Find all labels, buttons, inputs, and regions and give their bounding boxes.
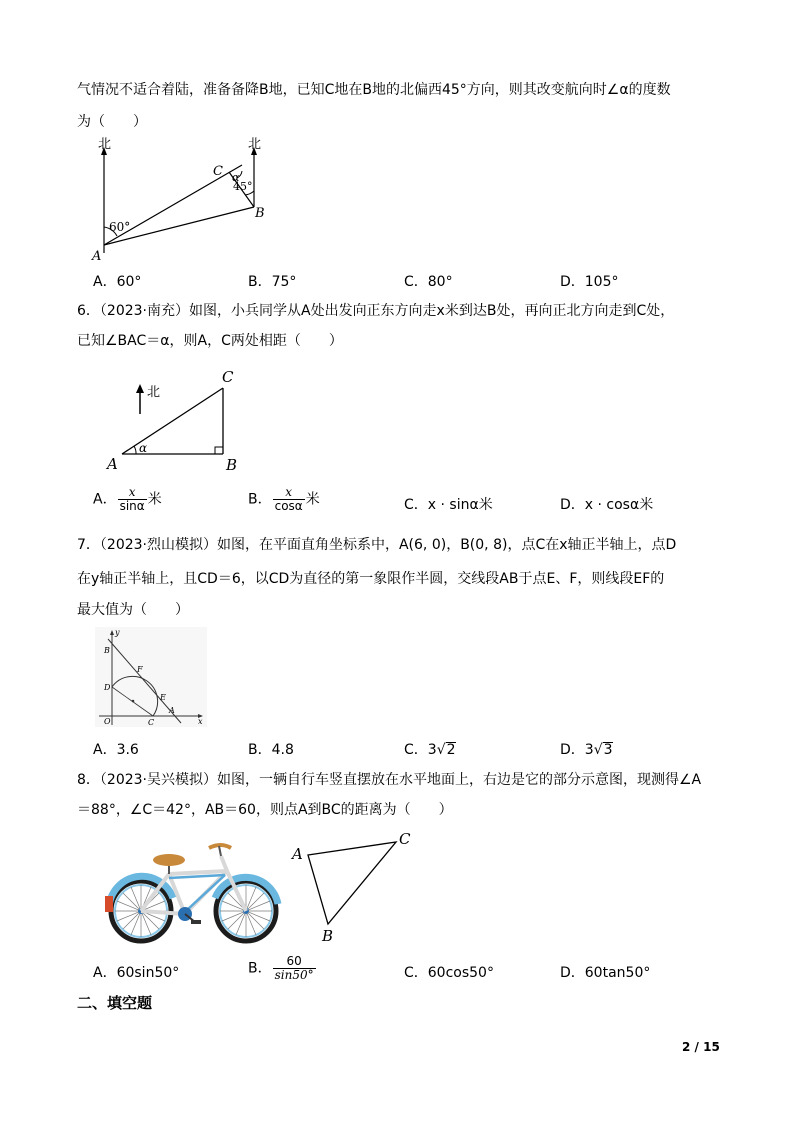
q5-option-b: B．75° bbox=[248, 274, 297, 290]
q6-figure bbox=[100, 362, 250, 477]
q8-option-b-label: B． bbox=[248, 960, 272, 977]
q6-label-c: C bbox=[222, 368, 234, 386]
q6-north-arrow bbox=[136, 384, 144, 393]
q6-option-b-fraction bbox=[273, 486, 305, 513]
q5-stem-line1: 气情况不适合着陆，准备备降B地，已知C地在B地的北偏西45°方向，则其改变航向时∠α的度数 bbox=[77, 82, 671, 98]
q6-option-a-unit: 米 bbox=[147, 491, 162, 508]
q8-rear-light bbox=[105, 896, 113, 912]
q8-option-b-num: 60 bbox=[286, 954, 302, 968]
q7-label-x: x bbox=[198, 717, 203, 726]
q6-option-a-fraction bbox=[118, 486, 147, 513]
q8-seat bbox=[153, 854, 185, 866]
q8-option-c: C．60cos50° bbox=[404, 965, 494, 981]
q5-label-c: C bbox=[213, 164, 223, 179]
q8-option-b bbox=[248, 955, 317, 982]
q7-label-y: y bbox=[115, 628, 120, 637]
q8-label-b: B bbox=[322, 927, 334, 945]
q7-label-a: A bbox=[169, 706, 175, 715]
q7-label-b: B bbox=[104, 646, 110, 655]
q7-option-d-label: D．3 bbox=[560, 742, 594, 758]
q5-label-a: A bbox=[92, 249, 102, 264]
q5-label-b: B bbox=[255, 206, 265, 221]
q6-option-b bbox=[248, 486, 320, 513]
q8-triangle-figure bbox=[288, 828, 418, 946]
q6-option-b-unit: 米 bbox=[305, 491, 320, 508]
q7-label-f: F bbox=[137, 665, 143, 674]
q5-north-label-b: 北 bbox=[248, 137, 262, 152]
q7-option-c-label: C．3 bbox=[404, 742, 437, 758]
q7-option-b: B．4.8 bbox=[248, 742, 294, 758]
q8-option-d: D．60tan50° bbox=[560, 965, 651, 981]
q5-option-c: C．80° bbox=[404, 274, 453, 290]
q7-stem-line3: 最大值为（ ） bbox=[77, 602, 189, 618]
q7-option-c bbox=[404, 739, 456, 759]
q8-stem bbox=[219, 846, 221, 856]
q5-label-45: 45° bbox=[233, 180, 253, 193]
q6-option-b-den: cosα bbox=[274, 499, 303, 513]
q7-label-d: D bbox=[104, 683, 111, 692]
section-heading-fill-in: 二、填空题 bbox=[77, 994, 153, 1012]
q6-option-b-label: B． bbox=[248, 491, 272, 508]
q8-option-b-fraction bbox=[273, 955, 316, 982]
q8-pedal bbox=[191, 920, 201, 924]
q6-line-ac bbox=[122, 388, 223, 454]
q6-option-a-den: sinα bbox=[119, 499, 145, 513]
q7-option-c-radical-sign: √ bbox=[436, 742, 446, 758]
q8-triangle-abc bbox=[308, 842, 396, 924]
q5-north-label-a: 北 bbox=[98, 137, 112, 152]
q6-option-c: C．x · sinα米 bbox=[404, 497, 493, 513]
q6-label-alpha: α bbox=[139, 441, 148, 455]
q7-option-c-radicand: 2 bbox=[446, 742, 456, 758]
page-number: 2 / 15 bbox=[682, 1040, 720, 1054]
q6-stem-line1: 6．（2023·南充）如图，小兵同学从A处出发向正东方向走x米到达B处，再向正北方向走到C处， bbox=[77, 303, 675, 319]
q6-right-angle bbox=[215, 447, 223, 454]
q6-option-a-label: A． bbox=[93, 491, 117, 508]
q7-option-d bbox=[560, 739, 613, 759]
q8-label-c: C bbox=[399, 830, 411, 848]
q8-stem-line1: 8．（2023·吴兴模拟）如图，一辆自行车竖直摆放在水平地面上，右边是它的部分示意图，现测得∠A bbox=[77, 772, 702, 788]
q7-option-d-radicand: 3 bbox=[603, 742, 613, 758]
q5-stem-line2: 为（ ） bbox=[77, 114, 147, 130]
q6-stem-line2: 已知∠BAC＝α，则A，C两处相距（ ） bbox=[77, 333, 343, 349]
q7-label-e: E bbox=[160, 693, 166, 702]
q6-north-label: 北 bbox=[147, 385, 161, 400]
q7-option-a: A．3.6 bbox=[93, 742, 139, 758]
q5-figure bbox=[90, 135, 280, 265]
q6-option-b-num: x bbox=[285, 485, 293, 499]
q6-label-b: B bbox=[226, 456, 238, 474]
q8-label-a: A bbox=[292, 845, 303, 863]
q6-label-a: A bbox=[107, 455, 118, 473]
q8-stem-line2: ＝88°，∠C＝42°，AB＝60，则点A到BC的距离为（ ） bbox=[77, 802, 453, 818]
q6-option-a-num: x bbox=[128, 485, 136, 499]
q8-option-a: A．60sin50° bbox=[93, 965, 180, 981]
q7-stem-line1: 7．（2023·烈山模拟）如图，在平面直角坐标系中，A(6, 0)，B(0, 8)，点C在x轴正半轴上，点D bbox=[77, 537, 677, 553]
q7-option-d-radical-sign: √ bbox=[593, 742, 603, 758]
q5-label-60: 60° bbox=[109, 220, 131, 234]
q6-option-d: D．x · cosα米 bbox=[560, 497, 654, 513]
q8-bicycle-illustration bbox=[103, 838, 283, 948]
q7-stem-line2: 在y轴正半轴上，且CD＝6，以CD为直径的第一象限作半圆，交线段AB于点E、F，则线段EF的 bbox=[77, 571, 665, 587]
q7-center-dot bbox=[132, 700, 135, 703]
q7-label-c: C bbox=[148, 718, 155, 727]
q6-arc-alpha bbox=[134, 446, 136, 454]
q5-label-alpha: α bbox=[232, 171, 240, 184]
q7-figure bbox=[95, 627, 207, 727]
q8-option-b-den: sin50° bbox=[274, 968, 314, 982]
q5-option-d: D．105° bbox=[560, 274, 619, 290]
q7-label-o: O bbox=[104, 717, 111, 726]
q5-option-a: A．60° bbox=[93, 274, 142, 290]
q6-option-a bbox=[93, 486, 162, 513]
